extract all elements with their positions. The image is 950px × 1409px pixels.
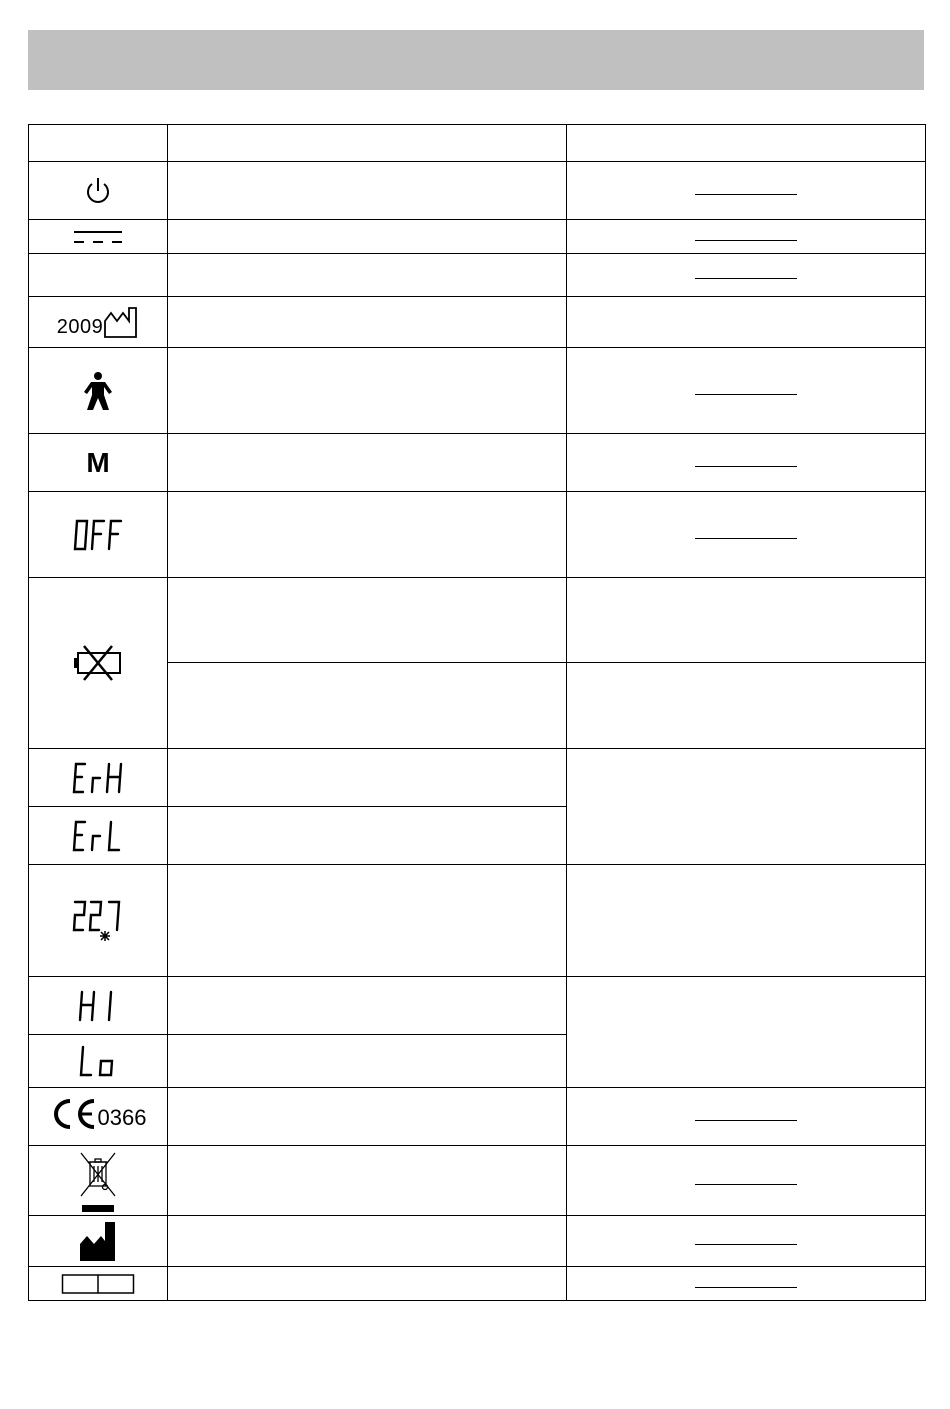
description-cell — [168, 434, 567, 492]
lcd-fever-icon — [71, 899, 125, 943]
note-cell — [567, 1216, 926, 1267]
note-cell — [567, 254, 926, 297]
description-cell — [168, 1035, 567, 1088]
description-cell — [168, 865, 567, 977]
description-cell — [168, 1267, 567, 1301]
blank-line — [695, 1244, 797, 1245]
memory-icon: M — [86, 446, 110, 478]
weee-icon — [78, 1149, 118, 1213]
note-cell — [567, 578, 926, 663]
description-cell — [168, 220, 567, 254]
symbol-cell — [29, 1146, 168, 1216]
lcd-erh-icon — [71, 761, 125, 795]
symbol-cell — [29, 254, 168, 297]
description-cell — [168, 749, 567, 807]
manufacturer-icon — [78, 1220, 118, 1262]
table-header-row — [29, 125, 926, 162]
symbol-cell — [29, 578, 168, 749]
header-cell-description — [168, 125, 567, 162]
ec-rep-icon — [61, 1273, 135, 1295]
lcd-erl-icon — [71, 819, 125, 853]
note-cell — [567, 492, 926, 578]
table-row — [29, 1216, 926, 1267]
note-cell — [567, 162, 926, 220]
header-cell-symbol — [29, 125, 168, 162]
blank-line — [695, 194, 797, 195]
table-row — [29, 162, 926, 220]
header-bar — [28, 30, 924, 90]
table-row — [29, 434, 926, 492]
description-cell — [168, 492, 567, 578]
note-cell — [567, 749, 926, 865]
lcd-lo-icon — [76, 1044, 120, 1078]
symbol-cell — [29, 807, 168, 865]
blank-line — [695, 240, 797, 241]
note-cell — [567, 1267, 926, 1301]
blank-line — [695, 1287, 797, 1288]
description-cell — [168, 254, 567, 297]
table-row — [29, 492, 926, 578]
manufacture-date-icon: 2009 — [57, 305, 140, 339]
symbol-cell — [29, 749, 168, 807]
note-cell — [567, 348, 926, 434]
symbol-cell — [29, 297, 168, 348]
symbol-cell — [29, 220, 168, 254]
symbol-cell — [29, 865, 168, 977]
note-cell — [567, 977, 926, 1088]
symbol-cell — [29, 348, 168, 434]
symbol-cell — [29, 434, 168, 492]
table-row — [29, 865, 926, 977]
blank-line — [695, 278, 797, 279]
description-cell — [168, 297, 567, 348]
ce-mark-icon: 0366 — [50, 1097, 147, 1131]
note-cell — [567, 434, 926, 492]
symbol-table — [28, 124, 926, 1301]
lcd-hi-icon — [76, 989, 120, 1023]
description-cell — [168, 162, 567, 220]
description-cell — [168, 1088, 567, 1146]
note-cell — [567, 663, 926, 749]
blank-line — [695, 466, 797, 467]
note-cell — [567, 1088, 926, 1146]
lcd-off-icon — [72, 518, 124, 552]
table-row — [29, 977, 926, 1035]
description-cell — [168, 807, 567, 865]
table-row — [29, 749, 926, 807]
symbol-cell — [29, 162, 168, 220]
power-icon — [83, 175, 113, 207]
table-row — [29, 1146, 926, 1216]
table-row — [29, 254, 926, 297]
blank-line — [695, 538, 797, 539]
table-row — [29, 578, 926, 663]
symbol-cell — [29, 1216, 168, 1267]
low-battery-icon — [72, 644, 124, 682]
description-cell — [168, 663, 567, 749]
description-cell — [168, 1146, 567, 1216]
table-row — [29, 1088, 926, 1146]
blank-line — [695, 1184, 797, 1185]
table-row — [29, 1267, 926, 1301]
dc-icon — [72, 227, 124, 247]
note-cell — [567, 1146, 926, 1216]
description-cell — [168, 348, 567, 434]
note-cell — [567, 865, 926, 977]
symbol-cell — [29, 492, 168, 578]
type-bf-icon — [81, 371, 115, 411]
table-row — [29, 297, 926, 348]
table-row — [29, 220, 926, 254]
description-cell — [168, 578, 567, 663]
note-cell — [567, 220, 926, 254]
blank-line — [695, 1120, 797, 1121]
note-cell — [567, 297, 926, 348]
table-row — [29, 348, 926, 434]
header-cell-notes — [567, 125, 926, 162]
symbol-cell — [29, 1267, 168, 1301]
description-cell — [168, 977, 567, 1035]
blank-line — [695, 394, 797, 395]
symbol-cell — [29, 977, 168, 1035]
symbol-cell — [29, 1088, 168, 1146]
description-cell — [168, 1216, 567, 1267]
symbol-cell — [29, 1035, 168, 1088]
